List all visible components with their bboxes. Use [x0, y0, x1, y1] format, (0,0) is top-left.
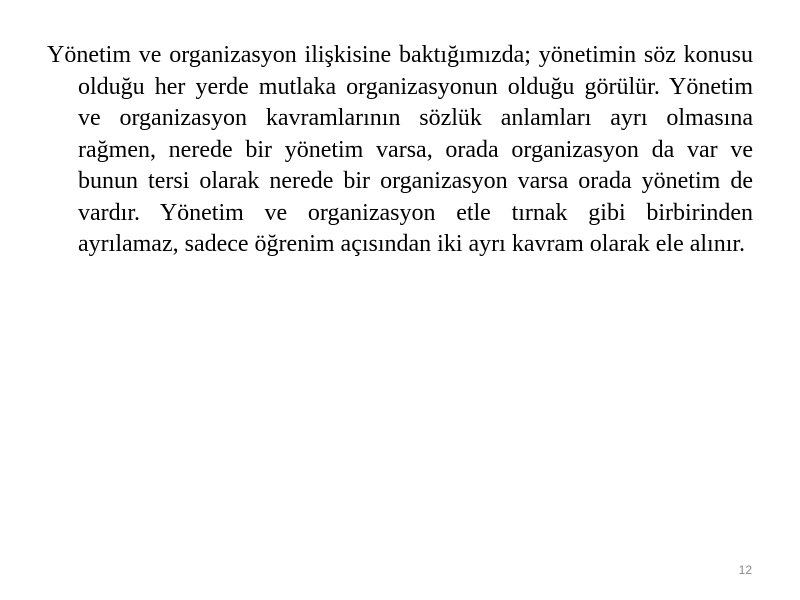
body-paragraph: Yönetim ve organizasyon ilişkisine baktığımızda; yönetimin söz konusu olduğu her yerde mutlaka organizasyonun olduğu görülür. Yönetim ve organizasyon kavramlarının sözlük anlamları ayrı olmasına rağmen, nerede bir yönetim varsa, orada organizasyon da var ve bunun tersi olarak nerede bir organizasyon varsa orada yönetim de vardır. Yönetim ve organizasyon etle tırnak gibi birbirinden ayrılamaz, sadece öğrenim açısından iki ayrı kavram olarak ele alınır.: [47, 42, 753, 257]
page-number: 12: [738, 563, 752, 577]
